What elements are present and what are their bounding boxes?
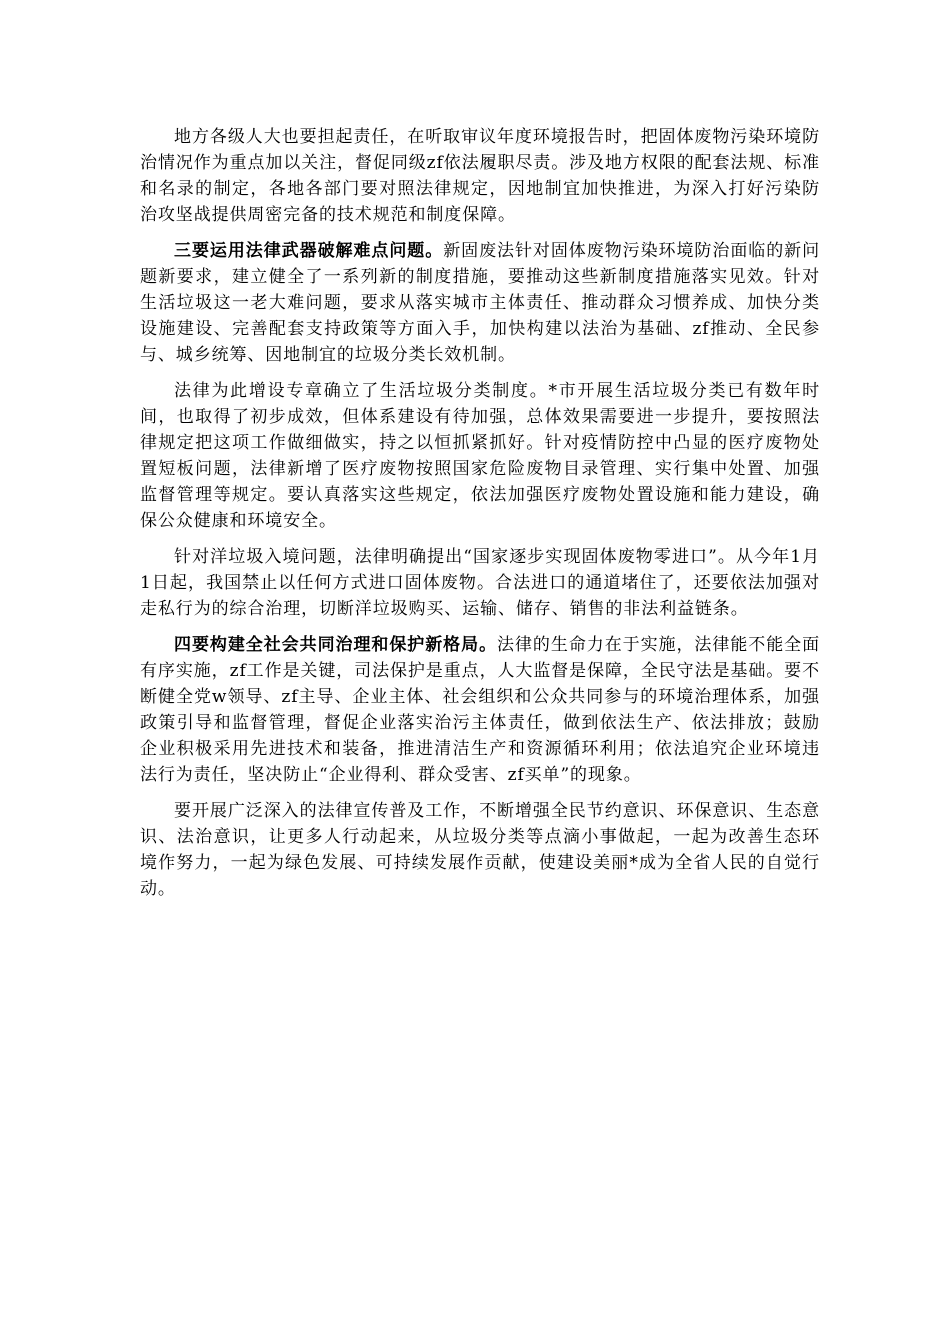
paragraph-4 (140, 544, 820, 622)
paragraph-1-text: 地方各级人大也要担起责任，在听取审议年度环境报告时，把固体废物污染环境防治情况作为重点加以关注，督促同级zf依法履职尽责。涉及地方权限的配套法规、标准和名录的制定，各地各部门要对照法律规定，因地制宜加快推进，为深入打好污染防治攻坚战提供周密完备的技术规范和制度保障。 (140, 127, 820, 225)
paragraph-6 (140, 798, 820, 902)
paragraph-5-text: 法律的生命力在于实施，法律能不能全面有序实施，zf工作是关键，司法保护是重点，人大监督是保障，全民守法是基础。要不断健全党w领导、zf主导、企业主体、社会组织和公众共同参与的环境治理体系，加强政策引导和监督管理，督促企业落实治污主体责任，做到依法生产、依法排放；鼓励企业积极采用先进技术和装备，推进清洁生产和资源循环利用；依法追究企业环境违法行为责任，坚决防止“企业得利、群众受害、zf买单”的现象。 (140, 635, 821, 785)
paragraph-1 (140, 124, 820, 228)
paragraph-2 (140, 238, 820, 368)
paragraph-3 (140, 378, 820, 534)
paragraph-3-text: 法律为此增设专章确立了生活垃圾分类制度。*市开展生活垃圾分类已有数年时间，也取得了初步成效，但体系建设有待加强，总体效果需要进一步提升，要按照法律规定把这项工作做细做实，持之以恒抓紧抓好。针对疫情防控中凸显的医疗废物处置短板问题，法律新增了医疗废物按照国家危险废物目录管理、实行集中处置、加强监督管理等规定。要认真落实这些规定，依法加强医疗废物处置设施和能力建设，确保公众健康和环境安全。 (140, 381, 820, 531)
paragraph-6-text: 要开展广泛深入的法律宣传普及工作，不断增强全民节约意识、环保意识、生态意识、法治意识，让更多人行动起来，从垃圾分类等点滴小事做起，一起为改善生态环境作努力，一起为绿色发展、可持续发展作贡献，使建设美丽*成为全省人民的自觉行动。 (140, 801, 820, 899)
paragraph-2-heading: 三要运用法律武器破解难点问题。 (174, 241, 444, 261)
paragraph-5-heading: 四要构建全社会共同治理和保护新格局。 (174, 635, 498, 655)
paragraph-5 (140, 632, 820, 788)
paragraph-4-text: 针对洋垃圾入境问题，法律明确提出“国家逐步实现固体废物零进口”。从今年1月1日起，我国禁止以任何方式进口固体废物。合法进口的通道堵住了，还要依法加强对走私行为的综合治理，切断洋垃圾购买、运输、储存、销售的非法利益链条。 (140, 547, 820, 619)
paragraph-2-text: 新固废法针对固体废物污染环境防治面临的新问题新要求，建立健全了一系列新的制度措施，要推动这些新制度措施落实见效。针对生活垃圾这一老大难问题，要求从落实城市主体责任、推动群众习惯养成、加快分类设施建设、完善配套支持政策等方面入手，加快构建以法治为基础、zf推动、全民参与、城乡统筹、因地制宜的垃圾分类长效机制。 (140, 241, 820, 365)
document-body (140, 124, 820, 912)
